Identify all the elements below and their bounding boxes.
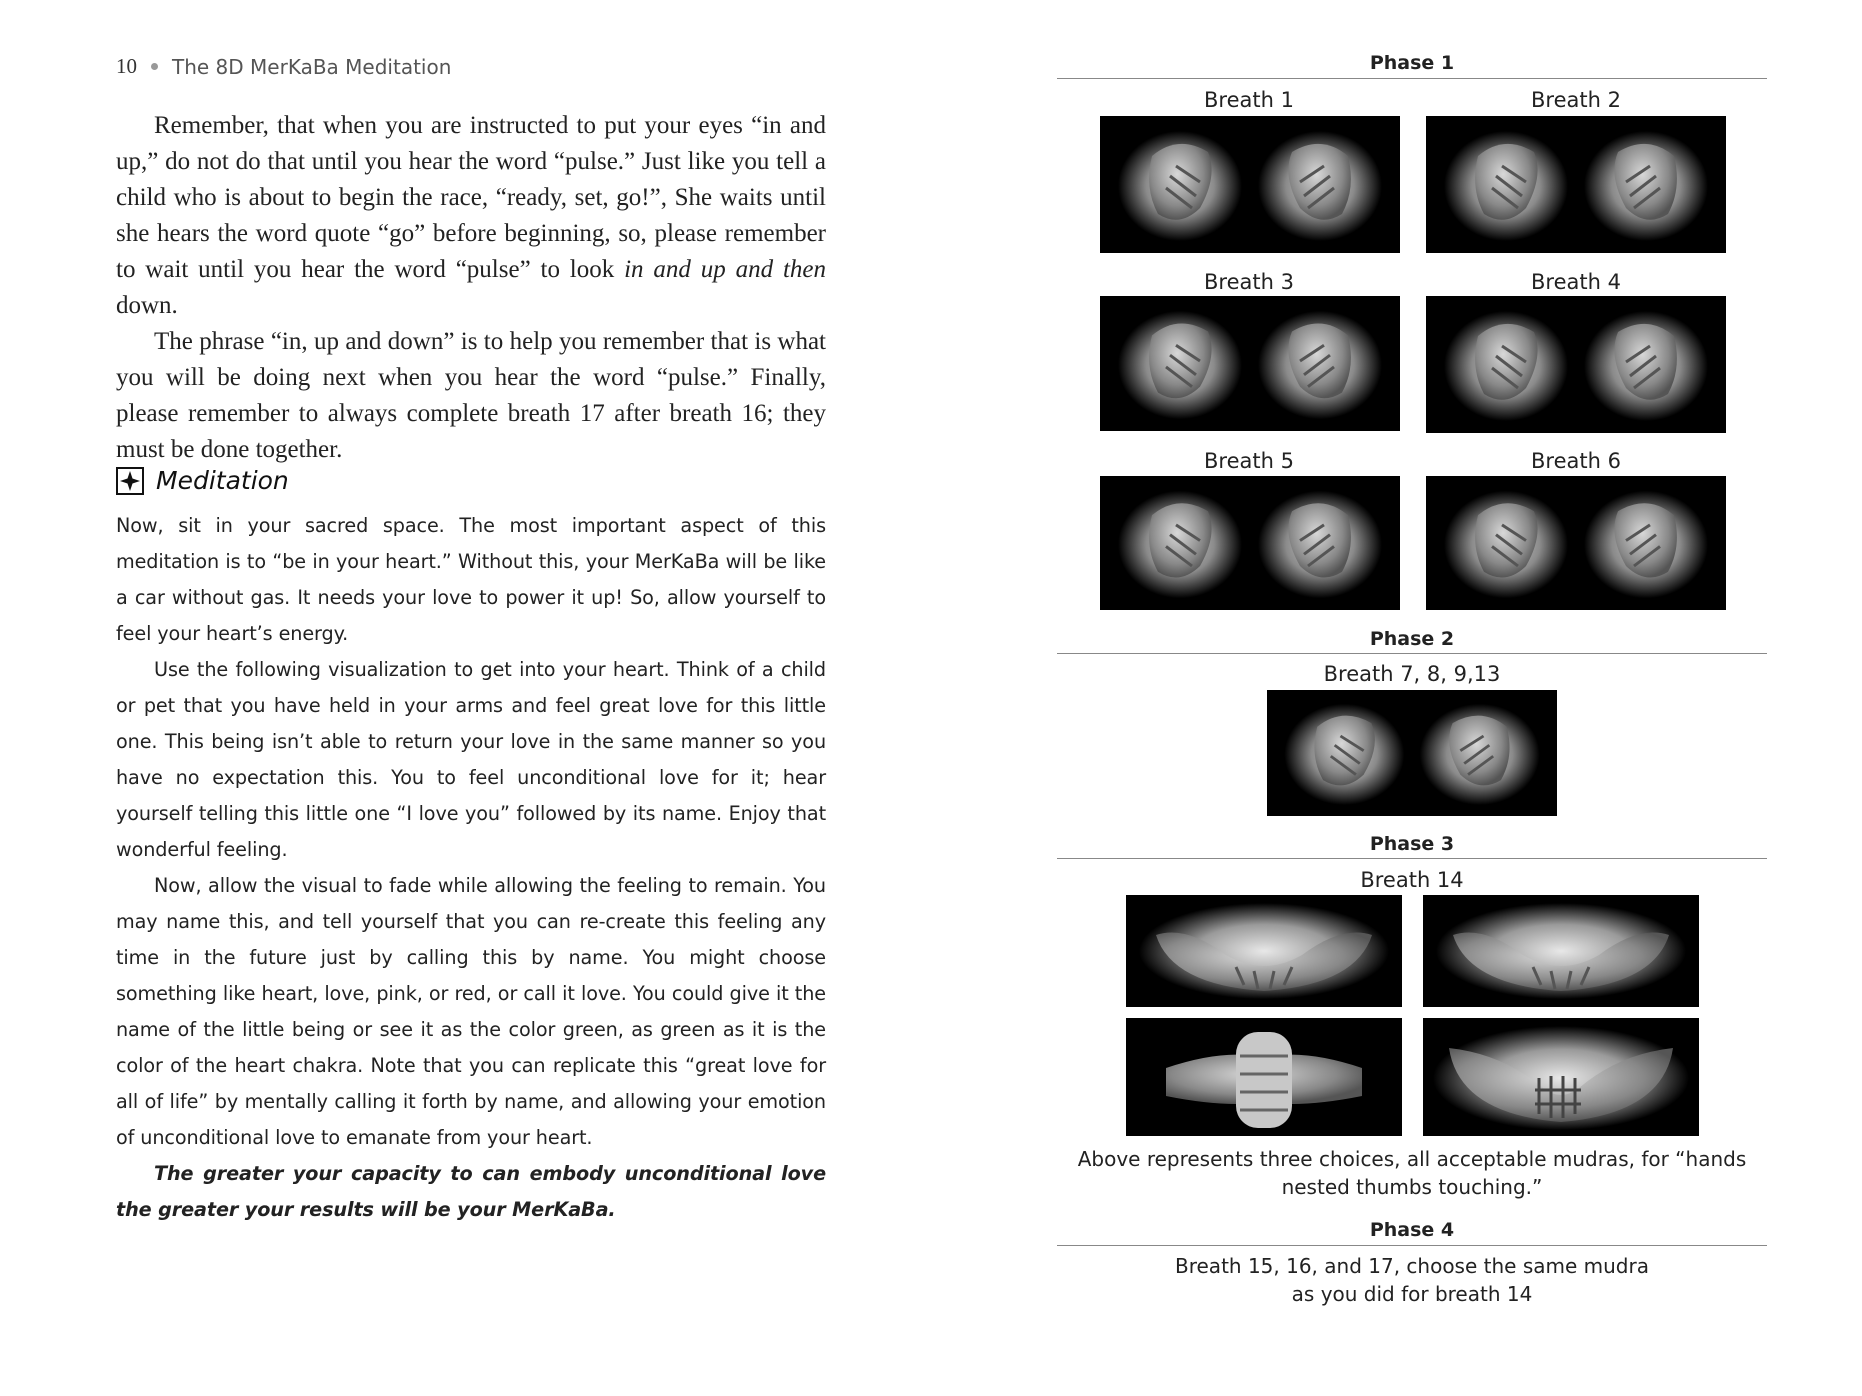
breath-3-mudra-image xyxy=(1100,296,1400,431)
meditation-heading xyxy=(116,466,289,495)
cupped-hands-image-1 xyxy=(1126,895,1402,1007)
breath-6-mudra-image xyxy=(1426,476,1726,610)
mudra-choices-note: Above represents three choices, all acceptable mudras, for “hands nested thumbs touching.” xyxy=(1077,1147,1747,1199)
breath-1-caption: Breath 1 xyxy=(1204,88,1294,112)
nested-hands-image xyxy=(1423,1018,1699,1136)
phase-2-title: Phase 2 xyxy=(1369,628,1455,650)
phase-4-rule xyxy=(1057,1245,1767,1246)
breath-7-13-mudra-image xyxy=(1267,690,1557,816)
meditation-paragraph-3: Now, allow the visual to fade while allowing the feeling to remain. You may name this, and tell yourself that you can re-create this feeling any time in the future just by calling this by name. You might choose something like heart, love, pink, or red, or call it love. You could give it the name of the little being or see it as the color green, as green as it is the color of the heart chakra. Note that you can replicate this “great love for all of life” by mentally calling it forth by name, and allowing your emotion of unconditional love to emanate from your heart. xyxy=(116,874,826,1149)
section-title: Meditation xyxy=(156,466,289,495)
intro-paragraph-1: Remember, that when you are instructed to put your eyes “in and up,” do not do that until you hear the word “pulse.” Just like you tell a child who is about to begin the race, “ready, set, go!”, She waits until she hears the word quote “go” before beginning, so, please remember to wait until you hear the word “pulse” to look in and up and then down. xyxy=(116,112,826,319)
phase-3-rule xyxy=(1057,858,1767,859)
phase-4-note-line-1: Breath 15, 16, and 17, choose the same mudra xyxy=(1175,1254,1649,1278)
intro-paragraph-2: The phrase “in, up and down” is to help you remember that is what you will be doing next when you hear the word “pulse.” Finally, please remember to always complete breath 17 after breath 16; they must be done together. xyxy=(116,328,826,463)
clasped-hands-image xyxy=(1126,1018,1402,1136)
breath-14-caption: Breath 14 xyxy=(1360,868,1464,892)
cupped-hands-image-2 xyxy=(1423,895,1699,1007)
breath-4-mudra-image xyxy=(1426,296,1726,433)
phase-4-note-line-2: as you did for breath 14 xyxy=(1291,1282,1533,1306)
meditation-emphasis: The greater your capacity to can embody unconditional love the greater your results will be your MerKaBa. xyxy=(116,1162,826,1221)
book-title: The 8D MerKaBa Meditation xyxy=(172,54,452,79)
right-page xyxy=(931,0,1862,1396)
bullet-separator xyxy=(151,63,158,70)
meditation-paragraph-1: Now, sit in your sacred space. The most important aspect of this meditation is to “be in your heart.” Without this, your MerKaBa will be like a car without gas. It needs your love to power it up! So, allow yourself to feel your heart’s energy. xyxy=(116,514,826,645)
phase-3-title: Phase 3 xyxy=(1369,833,1455,855)
meditation-text xyxy=(116,508,826,1228)
phase-4-title: Phase 4 xyxy=(1369,1219,1455,1241)
meditation-paragraph-2: Use the following visualization to get into your heart. Think of a child or pet that you have held in your arms and feel great love for this little one. This being isn’t able to return your love in the same manner so you have no expectation this. You to feel unconditional love for it; hear yourself telling this little one “I love you” followed by its name. Enjoy that wonderful feeling. xyxy=(116,658,826,861)
breath-5-caption: Breath 5 xyxy=(1204,449,1294,473)
phase-2-rule xyxy=(1057,653,1767,654)
breath-5-mudra-image xyxy=(1100,476,1400,610)
breath-4-caption: Breath 4 xyxy=(1531,270,1621,294)
breath-2-mudra-image xyxy=(1426,116,1726,253)
intro-text xyxy=(116,108,826,468)
breath-2-caption: Breath 2 xyxy=(1531,88,1621,112)
diamond-star-icon xyxy=(116,467,144,495)
breath-3-caption: Breath 3 xyxy=(1204,270,1294,294)
breath-1-mudra-image xyxy=(1100,116,1400,253)
running-header xyxy=(116,54,451,79)
breath-6-caption: Breath 6 xyxy=(1531,449,1621,473)
page-number: 10 xyxy=(116,54,137,78)
breath-7-13-caption: Breath 7, 8, 9,13 xyxy=(1323,662,1501,686)
phase-1-title: Phase 1 xyxy=(1369,52,1455,74)
phase-1-rule xyxy=(1057,78,1767,79)
